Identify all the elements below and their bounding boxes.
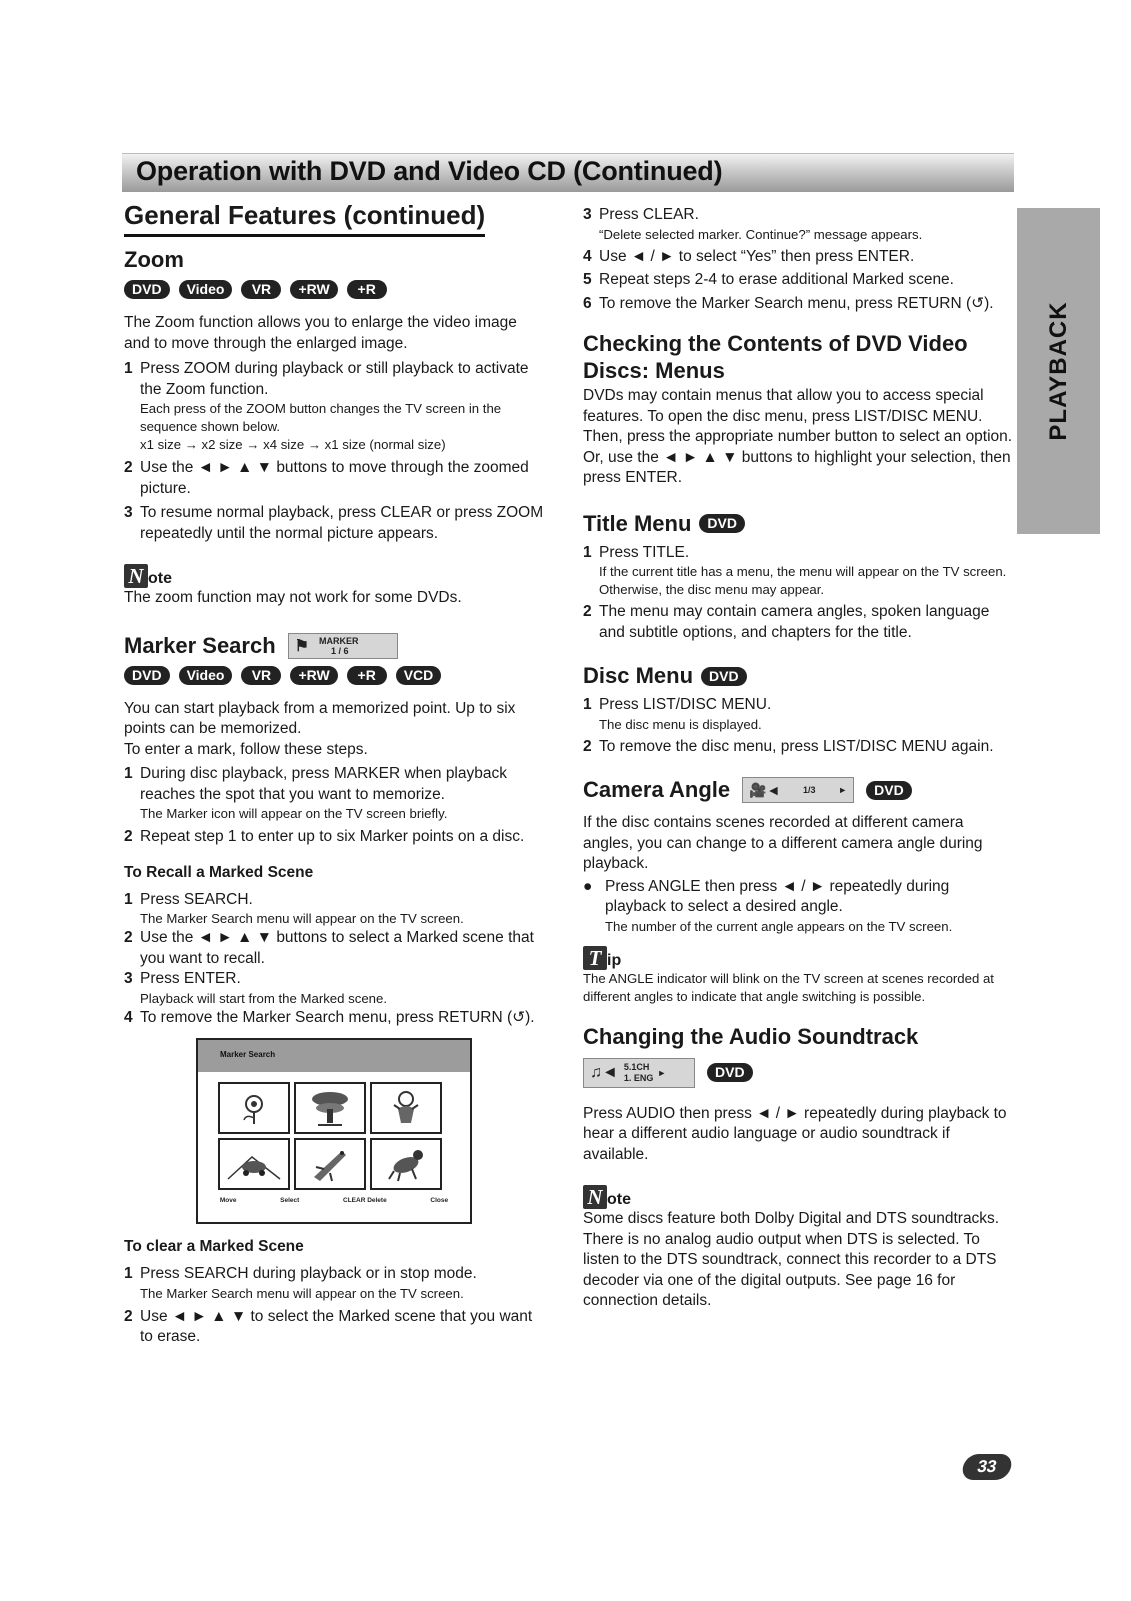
marker-osd-label: MARKER — [319, 635, 359, 646]
marker-osd-value: 1 / 6 — [331, 645, 349, 656]
step-text: Use ◄ / ► to select “Yes” then press ENTER. — [599, 247, 915, 265]
step-number: 2 — [124, 1307, 133, 1325]
audio-osd-language: 1. ENG — [623, 1072, 654, 1083]
marker-heading-row — [124, 633, 544, 659]
zoom-step — [124, 359, 544, 454]
clear-step — [583, 270, 1013, 291]
step-number: 3 — [124, 970, 133, 987]
audio-heading: Changing the Audio Soundtrack — [583, 1023, 919, 1049]
disc-badge: +RW — [290, 666, 337, 685]
camera-text: If the disc contains scenes recorded at different camera angles, you can change to a different camera angle during playback. — [583, 814, 983, 872]
step-subtext: If the current title has a menu, the menu will appear on the TV screen. Otherwise, the disc menu may appear. — [599, 564, 1007, 597]
marker-heading: Marker Search — [124, 632, 276, 658]
camera-heading: Camera Angle — [583, 777, 731, 802]
menu-foot-select: Select — [280, 1197, 300, 1204]
marker-intro: To enter a mark, follow these steps. — [124, 740, 368, 758]
step-number: 2 — [124, 459, 133, 476]
step-text: Use the ◄ ► ▲ ▼ buttons to select a Marked scene that you want to recall. — [140, 929, 534, 967]
step-number: 3 — [124, 504, 133, 521]
recall-step — [124, 928, 544, 969]
thumbnail-grid — [198, 1072, 470, 1190]
left-column — [124, 200, 544, 1348]
step-text: Press LIST/DISC MENU. — [599, 696, 772, 713]
camera-osd-value: 1/3 — [803, 785, 816, 795]
marker-thumbnail-tree — [294, 1082, 366, 1134]
step-subtext: The Marker Search menu will appear on the TV screen. — [140, 911, 464, 926]
camera-bullet — [583, 877, 1013, 936]
step-number: 1 — [124, 360, 133, 377]
tip-icon: T — [583, 946, 607, 970]
note-icon: N — [124, 564, 148, 588]
marker-step — [124, 764, 544, 823]
zoom-note-text: The zoom function may not work for some DVDs. — [124, 589, 462, 606]
step-number: 1 — [124, 765, 133, 782]
recall-step — [124, 890, 544, 929]
step-subtext: The Marker Search menu will appear on the TV screen. — [140, 1285, 464, 1301]
step-subtext: Playback will start from the Marked scene. — [140, 990, 387, 1006]
disc-badge: DVD — [124, 280, 170, 299]
disc-menu-heading-row — [583, 663, 1013, 689]
marker-osd — [288, 633, 398, 659]
marker-search-menu — [196, 1038, 472, 1224]
step-number: 2 — [583, 737, 592, 755]
zoom-step — [124, 503, 544, 544]
title-menu-step — [583, 602, 1013, 643]
step-number: 4 — [583, 247, 592, 265]
step-number: 6 — [583, 294, 592, 312]
marker-step — [124, 827, 544, 848]
step-subtext: The Marker icon will appear on the TV screen briefly. — [140, 806, 448, 821]
disc-badge: VCD — [396, 666, 442, 685]
menu-foot-move: Move — [219, 1197, 237, 1204]
disc-menu-step — [583, 695, 1013, 734]
audio-osd-row — [583, 1058, 1013, 1088]
step-number: 2 — [124, 929, 133, 946]
disc-badge: DVD — [124, 666, 170, 685]
right-column — [583, 205, 1013, 1312]
marker-thumbnail-flower — [218, 1082, 290, 1134]
step-text: To resume normal playback, press CLEAR or press ZOOM repeatedly until the normal picture appears. — [140, 504, 544, 542]
page-title: General Features (continued) — [124, 200, 485, 237]
menu-title: Marker Search — [220, 1050, 276, 1059]
step-text: Press ENTER. — [140, 970, 241, 987]
title-menu-step — [583, 543, 1013, 600]
step-text: Press SEARCH. — [140, 890, 253, 908]
zoom-intro: The Zoom function allows you to enlarge the video image and to move through the enlarged image. — [124, 314, 517, 352]
disc-badge: DVD — [707, 1063, 753, 1082]
marker-thumbnail-shuttle — [294, 1138, 366, 1190]
step-number: 1 — [583, 696, 592, 713]
disc-badge: VR — [241, 280, 281, 299]
marker-thumbnail-animal — [370, 1138, 442, 1190]
audio-text: Press AUDIO then press ◄ / ► repeatedly during playback to hear a different audio language or audio soundtrack if available. — [583, 1104, 1007, 1163]
audio-icon: ♫◄ — [590, 1063, 618, 1081]
bullet-text: Press ANGLE then press ◄ / ► repeatedly during playback to select a desired angle. — [605, 877, 950, 915]
recall-step — [124, 969, 544, 1008]
disc-menu-step — [583, 737, 1013, 758]
marker-badges — [124, 666, 544, 685]
bullet-subtext: The number of the current angle appears on the TV screen. — [605, 918, 953, 934]
step-subtext: Each press of the ZOOM button changes the TV screen in the sequence shown below. — [140, 401, 502, 434]
section-header-title: Operation with DVD and Video CD (Continued) — [136, 156, 723, 186]
step-text: To remove the Marker Search menu, press RETURN (↺). — [599, 294, 994, 312]
clear-step — [583, 294, 1013, 315]
clear-step — [583, 247, 1013, 268]
side-tab-label: PLAYBACK — [1044, 301, 1072, 441]
step-number: 2 — [124, 828, 133, 845]
zoom-step — [124, 458, 544, 499]
side-tab — [1017, 208, 1100, 534]
step-text: To remove the Marker Search menu, press RETURN (↺). — [140, 1008, 535, 1026]
step-text: During disc playback, press MARKER when playback reaches the spot that you want to memorize. — [140, 765, 507, 803]
step-text: Repeat steps 2-4 to erase additional Marked scene. — [599, 271, 954, 288]
note-label: ote — [148, 570, 172, 587]
step-text: Press SEARCH during playback or in stop mode. — [140, 1265, 477, 1282]
clear-step — [124, 1264, 544, 1303]
step-text: Use the ◄ ► ▲ ▼ buttons to move through the zoomed picture. — [140, 459, 529, 497]
step-number: 4 — [124, 1008, 133, 1026]
menus-text: DVDs may contain menus that allow you to access special features. To open the disc menu, press LIST/DISC MENU. Then, press the appropriate number button to select an option. Or, use the ◄ ► ▲ ▼ buttons to highlight your selection, then press ENTER. — [583, 387, 1013, 486]
camera-tip-heading — [583, 946, 1013, 970]
step-number: 1 — [124, 890, 133, 908]
disc-badge: Video — [179, 280, 233, 299]
disc-badge: DVD — [701, 667, 747, 686]
step-subtext: “Delete selected marker. Continue?” message appears. — [599, 226, 923, 242]
audio-note-text: Some discs feature both Dolby Digital and DTS soundtracks. There is no analog audio output when DTS is selected. To listen to the DTS soundtrack, connect this recorder to a DTS decoder via one of the digital outputs. See page 16 for connection details. — [583, 1210, 1000, 1309]
step-number: 5 — [583, 271, 592, 288]
audio-osd — [583, 1058, 695, 1088]
step-subtext: x1 size → x2 size → x4 size → x1 size (normal size) — [140, 437, 446, 452]
bullet-icon: ● — [583, 877, 593, 895]
menu-topbar — [198, 1040, 470, 1072]
menus-heading: Checking the Contents of DVD Video Discs: Menus — [583, 331, 968, 383]
step-text: Use ◄ ► ▲ ▼ to select the Marked scene that you want to erase. — [140, 1307, 533, 1345]
recall-heading: To Recall a Marked Scene — [124, 863, 314, 881]
step-number: 1 — [124, 1265, 133, 1282]
disc-badge: +R — [347, 280, 387, 299]
step-text: Press TITLE. — [599, 543, 690, 561]
zoom-heading: Zoom — [124, 247, 184, 272]
page-number: 33 — [960, 1454, 1014, 1480]
menu-foot-delete: CLEAR Delete — [343, 1197, 387, 1204]
step-subtext: The disc menu is displayed. — [599, 716, 762, 732]
section-header — [122, 153, 1014, 192]
tip-label: ip — [607, 951, 622, 969]
clear-step — [583, 205, 1013, 244]
disc-badge: DVD — [866, 781, 912, 800]
disc-menu-heading: Disc Menu — [583, 663, 694, 688]
arrow-right-icon: ► — [657, 1067, 667, 1078]
menu-foot-close: Close — [430, 1197, 449, 1204]
title-menu-heading-row — [583, 511, 1013, 537]
camera-angle-osd — [742, 777, 854, 803]
marker-icon: ⚑ — [294, 637, 309, 655]
disc-badge: +RW — [290, 280, 337, 299]
marker-intro: You can start playback from a memorized point. Up to six points can be memorized. — [124, 699, 516, 737]
menu-footer — [198, 1190, 470, 1204]
camera-icon: 🎥◄ — [749, 781, 781, 798]
zoom-note-heading — [124, 564, 544, 588]
title-menu-heading: Title Menu — [583, 510, 692, 536]
step-number: 2 — [583, 603, 592, 620]
step-text: The menu may contain camera angles, spoken language and subtitle options, and chapters for the title. — [599, 603, 990, 641]
audio-osd-channel: 5.1CH — [623, 1061, 650, 1072]
clear-step — [124, 1307, 544, 1348]
clear-heading: To clear a Marked Scene — [124, 1238, 304, 1255]
step-text: Press CLEAR. — [599, 206, 699, 223]
audio-note-heading — [583, 1185, 1013, 1209]
step-text: Repeat step 1 to enter up to six Marker points on a disc. — [140, 828, 525, 845]
camera-heading-row — [583, 777, 1013, 803]
note-icon: N — [583, 1185, 607, 1209]
disc-badge: DVD — [699, 514, 745, 533]
disc-badge: +R — [347, 666, 387, 685]
note-label: ote — [607, 1191, 631, 1208]
step-number: 1 — [583, 543, 592, 561]
disc-badge: VR — [241, 666, 281, 685]
marker-thumbnail-car — [218, 1138, 290, 1190]
step-text: To remove the disc menu, press LIST/DISC MENU again. — [599, 737, 994, 755]
disc-badge: Video — [179, 666, 233, 685]
step-number: 3 — [583, 206, 592, 223]
recall-step — [124, 1008, 544, 1029]
camera-tip-text: The ANGLE indicator will blink on the TV screen at scenes recorded at different angles to indicate that angle switching is possible. — [583, 970, 994, 1004]
marker-thumbnail-cartoon — [370, 1082, 442, 1134]
zoom-badges — [124, 280, 544, 299]
arrow-right-icon: ► — [838, 785, 848, 795]
step-text: Press ZOOM during playback or still playback to activate the Zoom function. — [140, 360, 529, 398]
